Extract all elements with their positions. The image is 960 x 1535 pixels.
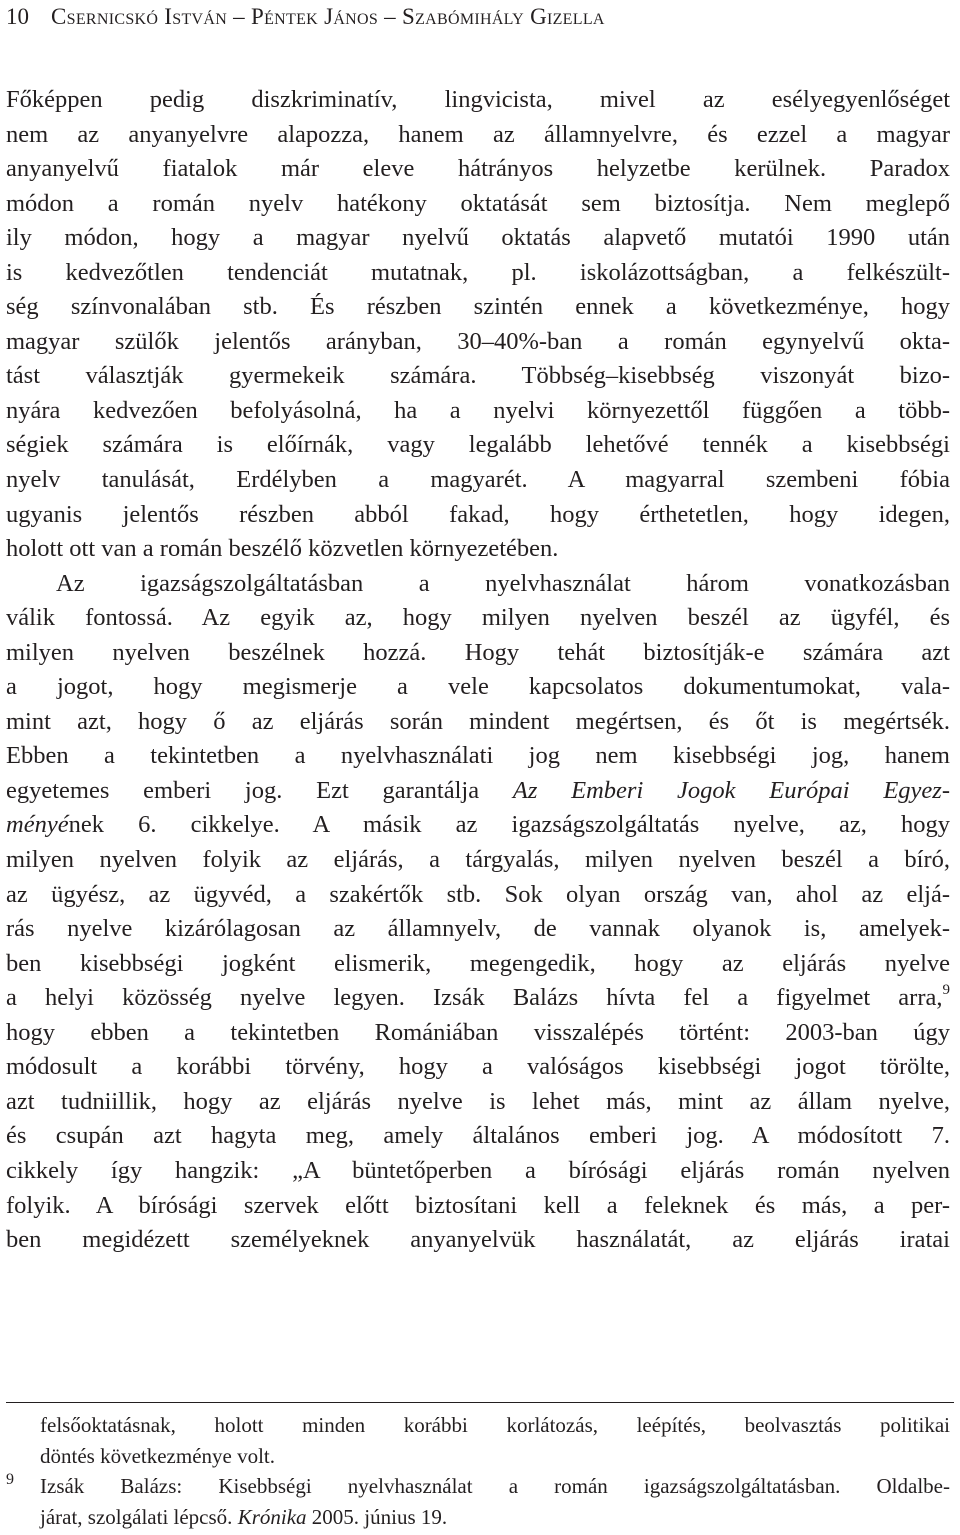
footnote-number: 9 (6, 1471, 14, 1488)
text-line: ségiek számára is előírnák, vagy legalább lehetővé tennék a kisebbségi (6, 431, 950, 459)
text-line: magyar szülők jelentős arányban, 30–40%-ban a román egynyelvű okta- (6, 327, 950, 355)
text-line: nyelv tanulását, Erdélyben a magyarét. A magyarral szembeni fóbia (6, 466, 950, 494)
text-line: tást választják gyermekeik számára. Többség–kisebbség viszonyát bizo- (6, 362, 950, 390)
text-line: módosult a korábbi törvény, hogy a valóságos kisebbségi jogot törölte, (6, 1053, 950, 1081)
text-line: válik fontossá. Az egyik az, hogy milyen nyelven beszél az ügyfél, és (6, 604, 950, 632)
text-line: milyen nyelven folyik az eljárás, a tárgyalás, milyen nyelven beszél a bíró, (6, 846, 950, 874)
running-head (6, 2, 946, 32)
text-line: az ügyész, az ügyvéd, a szakértők stb. Sok olyan ország van, ahol az eljá- (6, 880, 950, 908)
italic-title-continued: ményé (6, 811, 69, 839)
footnote-reference[interactable]: 9 (942, 982, 950, 999)
paragraph-last-line: holott ott van a román beszélő közvetlen környezetében. (6, 535, 559, 563)
text-line: milyen nyelven beszélnek hozzá. Hogy tehát biztosítják-e számára azt (6, 638, 950, 666)
text-line: is kedvezőtlen tendenciát mutatnak, pl. iskolázottságban, a felkészült- (6, 258, 950, 286)
paragraph-first-line: Az igazságszolgáltatásban a nyelvhasználat három vonatkozásban (56, 569, 950, 597)
footnote-9-continued (6, 1502, 950, 1533)
footnote-continued-line: döntés következménye volt. (40, 1443, 276, 1468)
text-line: ben kisebbségi jogként elismerik, megengedik, hogy az eljárás nyelve (6, 949, 950, 977)
footnotes (6, 1410, 950, 1532)
footnote-text: 2005. június 19. (306, 1504, 448, 1529)
text-line-with-footnote-ref (6, 981, 950, 1016)
text-span: a helyi közösség nyelve legyen. Izsák Balázs hívta fel a figyelmet arra, (6, 984, 943, 1012)
text-line: nem az anyanyelvre alapozza, hanem az államnyelvre, és ezzel a magyar (6, 120, 950, 148)
text-line: folyik. A bírósági szervek előtt biztosítani kell a feleknek és más, a per- (6, 1191, 950, 1219)
text-line: ség színvonalában stb. És részben szintén ennek a következménye, hogy (6, 293, 950, 321)
text-line: Főképpen pedig diszkriminatív, lingvicista, mivel az esélyegyenlőséget (6, 86, 950, 113)
text-line: ben megidézett személyeknek anyanyelvük használatát, az eljárás iratai (6, 1226, 950, 1254)
text-line-with-title (6, 774, 950, 809)
text-line: ugyanis jelentős részben abból fakad, hogy érthetetlen, hogy idegen, (6, 500, 950, 528)
italic-title: Az Emberi Jogok Európai Egyez- (512, 776, 950, 804)
text-line: Ebben a tekintetben a nyelvhasználati jog nem kisebbségi jog, hanem (6, 742, 950, 770)
text-line: hogy ebben a tekintetben Romániában visszalépés történt: 2003-ban úgy (6, 1018, 950, 1046)
footnote-italic-source: Krónika (237, 1504, 307, 1529)
text-span: nek 6. cikkelye. A másik az igazságszolgáltatás nyelve, az, hogy (68, 811, 950, 839)
text-line: ily módon, hogy a magyar nyelvű oktatás alapvető mutatói 1990 után (6, 224, 950, 252)
text-line: cikkely így hangzik: „A büntetőperben a bírósági eljárás román nyelven (6, 1156, 950, 1184)
page-number: 10 (6, 4, 29, 29)
text-line: módon a román nyelv hatékony oktatását sem biztosítja. Nem meglepő (6, 189, 950, 217)
text-line: nyára kedvezően befolyásolná, ha a nyelvi környezettől függően a több- (6, 396, 950, 424)
text-line: és csupán azt hagyta meg, amely általános emberi jog. A módosított 7. (6, 1122, 950, 1150)
footnote-separator (6, 1402, 954, 1403)
text-span: egyetemes emberi jog. Ezt garantálja (6, 776, 513, 804)
text-line: mint azt, hogy ő az eljárás során mindent megértsen, és őt is megértsék. (6, 707, 950, 735)
footnote-text: Izsák Balázs: Kisebbségi nyelvhasználat a román igazságszolgáltatásban. Oldalbe- (40, 1474, 950, 1498)
running-head-authors: Csernicskó István – Péntek János – Szabómihály Gizella (51, 4, 605, 29)
body-text (6, 83, 950, 1258)
text-line: rás nyelve kizárólagosan az államnyelv, de vannak olyanok is, amelyek- (6, 915, 950, 943)
text-line: anyanyelvű fiatalok már eleve hátrányos helyzetbe kerülnek. Paradox (6, 155, 950, 183)
text-line: a jogot, hogy megismerje a vele kapcsolatos dokumentumokat, vala- (6, 673, 950, 701)
footnote-9 (6, 1471, 950, 1502)
text-line: azt tudniillik, hogy az eljárás nyelve is lehet más, mint az állam nyelve, (6, 1087, 950, 1115)
footnote-text: járat, szolgálati lépcső. (40, 1504, 238, 1529)
text-line-with-title (6, 808, 950, 843)
footnote-continued-line: felsőoktatásnak, holott minden korábbi korlátozás, leépítés, beolvasztás politikai (40, 1413, 950, 1437)
